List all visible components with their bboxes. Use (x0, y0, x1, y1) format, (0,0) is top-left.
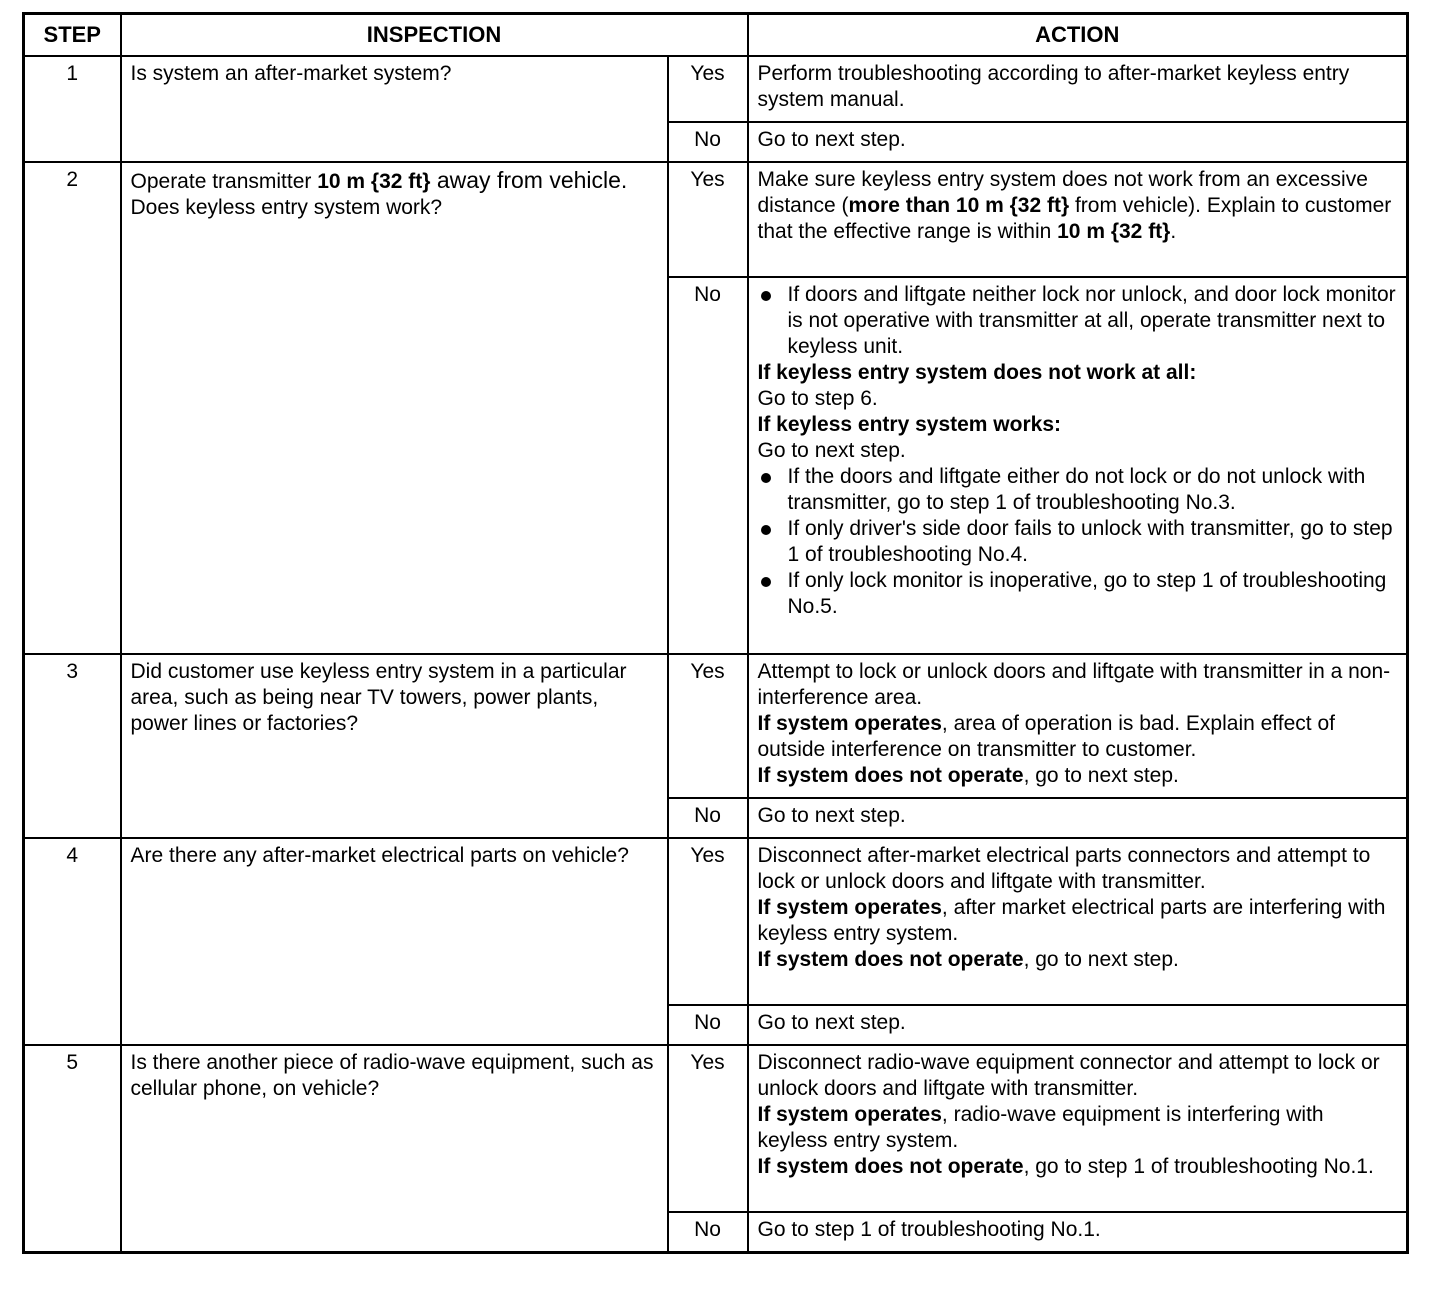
header-action: ACTION (748, 14, 1408, 57)
action-line: Go to step 6. (757, 387, 878, 410)
inspection-text-part: away from vehicle. (430, 167, 628, 193)
action-no: Go to next step. (748, 798, 1408, 838)
action-yes (748, 162, 1408, 277)
inspection-text (121, 162, 668, 654)
action-heading: If keyless entry system does not work at all: (757, 361, 1197, 384)
action-yes (748, 838, 1408, 1005)
inspection-text-part: Operate transmitter (130, 170, 318, 193)
bullet-text: If only driver's side door fails to unlock with transmitter, go to step 1 of troubleshooting No.4. (787, 517, 1393, 566)
bullet-icon (761, 291, 771, 301)
bullet-text: If the doors and liftgate either do not lock or do not unlock with transmitter, go to step 1 of troubleshooting No.3. (787, 465, 1366, 514)
action-bold: If system does not operate (757, 1155, 1024, 1178)
header-row (24, 14, 1408, 57)
answer-yes: Yes (668, 654, 748, 798)
action-text: , radio-wave equipment is interfering with keyless entry system. (757, 1103, 1324, 1152)
action-line: Disconnect after-market electrical parts connectors and attempt to lock or unlock doors and liftgate with transmitter. (757, 844, 1371, 893)
action-text: Make sure keyless entry system does not work from an excessive distance ( (757, 168, 1368, 217)
answer-no: No (668, 277, 748, 654)
action-heading: If keyless entry system works: (757, 413, 1061, 436)
answer-no: No (668, 122, 748, 162)
bullet-icon (761, 525, 771, 535)
action-line: Disconnect radio-wave equipment connector and attempt to lock or unlock doors and liftgate with transmitter. (757, 1051, 1380, 1100)
answer-yes: Yes (668, 838, 748, 1005)
action-no: Go to next step. (748, 1005, 1408, 1045)
action-no (748, 277, 1408, 654)
action-text: , after market electrical parts are interfering with keyless entry system. (757, 896, 1386, 945)
step-number: 5 (24, 1045, 121, 1253)
inspection-text: Are there any after-market electrical parts on vehicle? (121, 838, 668, 1045)
bullet-text: If doors and liftgate neither lock nor unlock, and door lock monitor is not operative with transmitter at all, operate transmitter next to keyless unit. (787, 283, 1396, 358)
troubleshooting-sheet (22, 12, 1406, 1254)
bullet-text: If only lock monitor is inoperative, go to step 1 of troubleshooting No.5. (787, 569, 1387, 618)
action-bold: If system does not operate (757, 948, 1024, 971)
answer-no: No (668, 1005, 748, 1045)
bullet-icon (761, 473, 771, 483)
header-inspection: INSPECTION (121, 14, 748, 57)
action-bullet (758, 282, 1399, 360)
table-row (24, 1045, 1408, 1212)
action-bullet (758, 516, 1399, 568)
action-text: , area of operation is bad. Explain effect of outside interference on transmitter to customer. (757, 712, 1335, 761)
table-row (24, 56, 1408, 122)
action-text: , go to next step. (1023, 764, 1179, 787)
action-text: , go to next step. (1023, 948, 1179, 971)
table-row (24, 654, 1408, 798)
action-yes (748, 1045, 1408, 1212)
inspection-distance: 10 m {32 ft} (317, 170, 431, 193)
bullet-icon (761, 577, 771, 587)
action-text: . (1170, 220, 1177, 243)
action-text: from vehicle). Explain to customer that the effective range is within (757, 194, 1392, 243)
step-number: 1 (24, 56, 121, 162)
action-no: Go to step 1 of troubleshooting No.1. (748, 1212, 1408, 1253)
action-yes (748, 654, 1408, 798)
action-bold: If system operates (757, 896, 942, 919)
action-line: Go to next step. (757, 439, 906, 462)
troubleshooting-table (22, 12, 1409, 1254)
answer-yes: Yes (668, 56, 748, 122)
answer-yes: Yes (668, 162, 748, 277)
action-bold: If system operates (757, 712, 942, 735)
action-bold: If system operates (757, 1103, 942, 1126)
step-number: 2 (24, 162, 121, 654)
inspection-text: Did customer use keyless entry system in a particular area, such as being near TV towers, power plants, power lines or factories? (121, 654, 668, 838)
action-text: , go to step 1 of troubleshooting No.1. (1023, 1155, 1374, 1178)
inspection-question: Does keyless entry system work? (130, 196, 443, 219)
action-yes: Perform troubleshooting according to after-market keyless entry system manual. (748, 56, 1408, 122)
action-bullet (758, 464, 1399, 516)
inspection-text: Is there another piece of radio-wave equipment, such as cellular phone, on vehicle? (121, 1045, 668, 1253)
table-row (24, 838, 1408, 1005)
action-no: Go to next step. (748, 122, 1408, 162)
header-step: STEP (24, 14, 121, 57)
action-bold: If system does not operate (757, 764, 1024, 787)
inspection-text: Is system an after-market system? (121, 56, 668, 162)
answer-yes: Yes (668, 1045, 748, 1212)
table-row (24, 162, 1408, 277)
step-number: 3 (24, 654, 121, 838)
action-bold: more than 10 m {32 ft} (848, 194, 1070, 217)
answer-no: No (668, 798, 748, 838)
action-line: Attempt to lock or unlock doors and liftgate with transmitter in a non-interference area. (757, 660, 1391, 709)
answer-no: No (668, 1212, 748, 1253)
action-bullet (758, 568, 1399, 620)
action-bold: 10 m {32 ft} (1057, 220, 1171, 243)
step-number: 4 (24, 838, 121, 1045)
